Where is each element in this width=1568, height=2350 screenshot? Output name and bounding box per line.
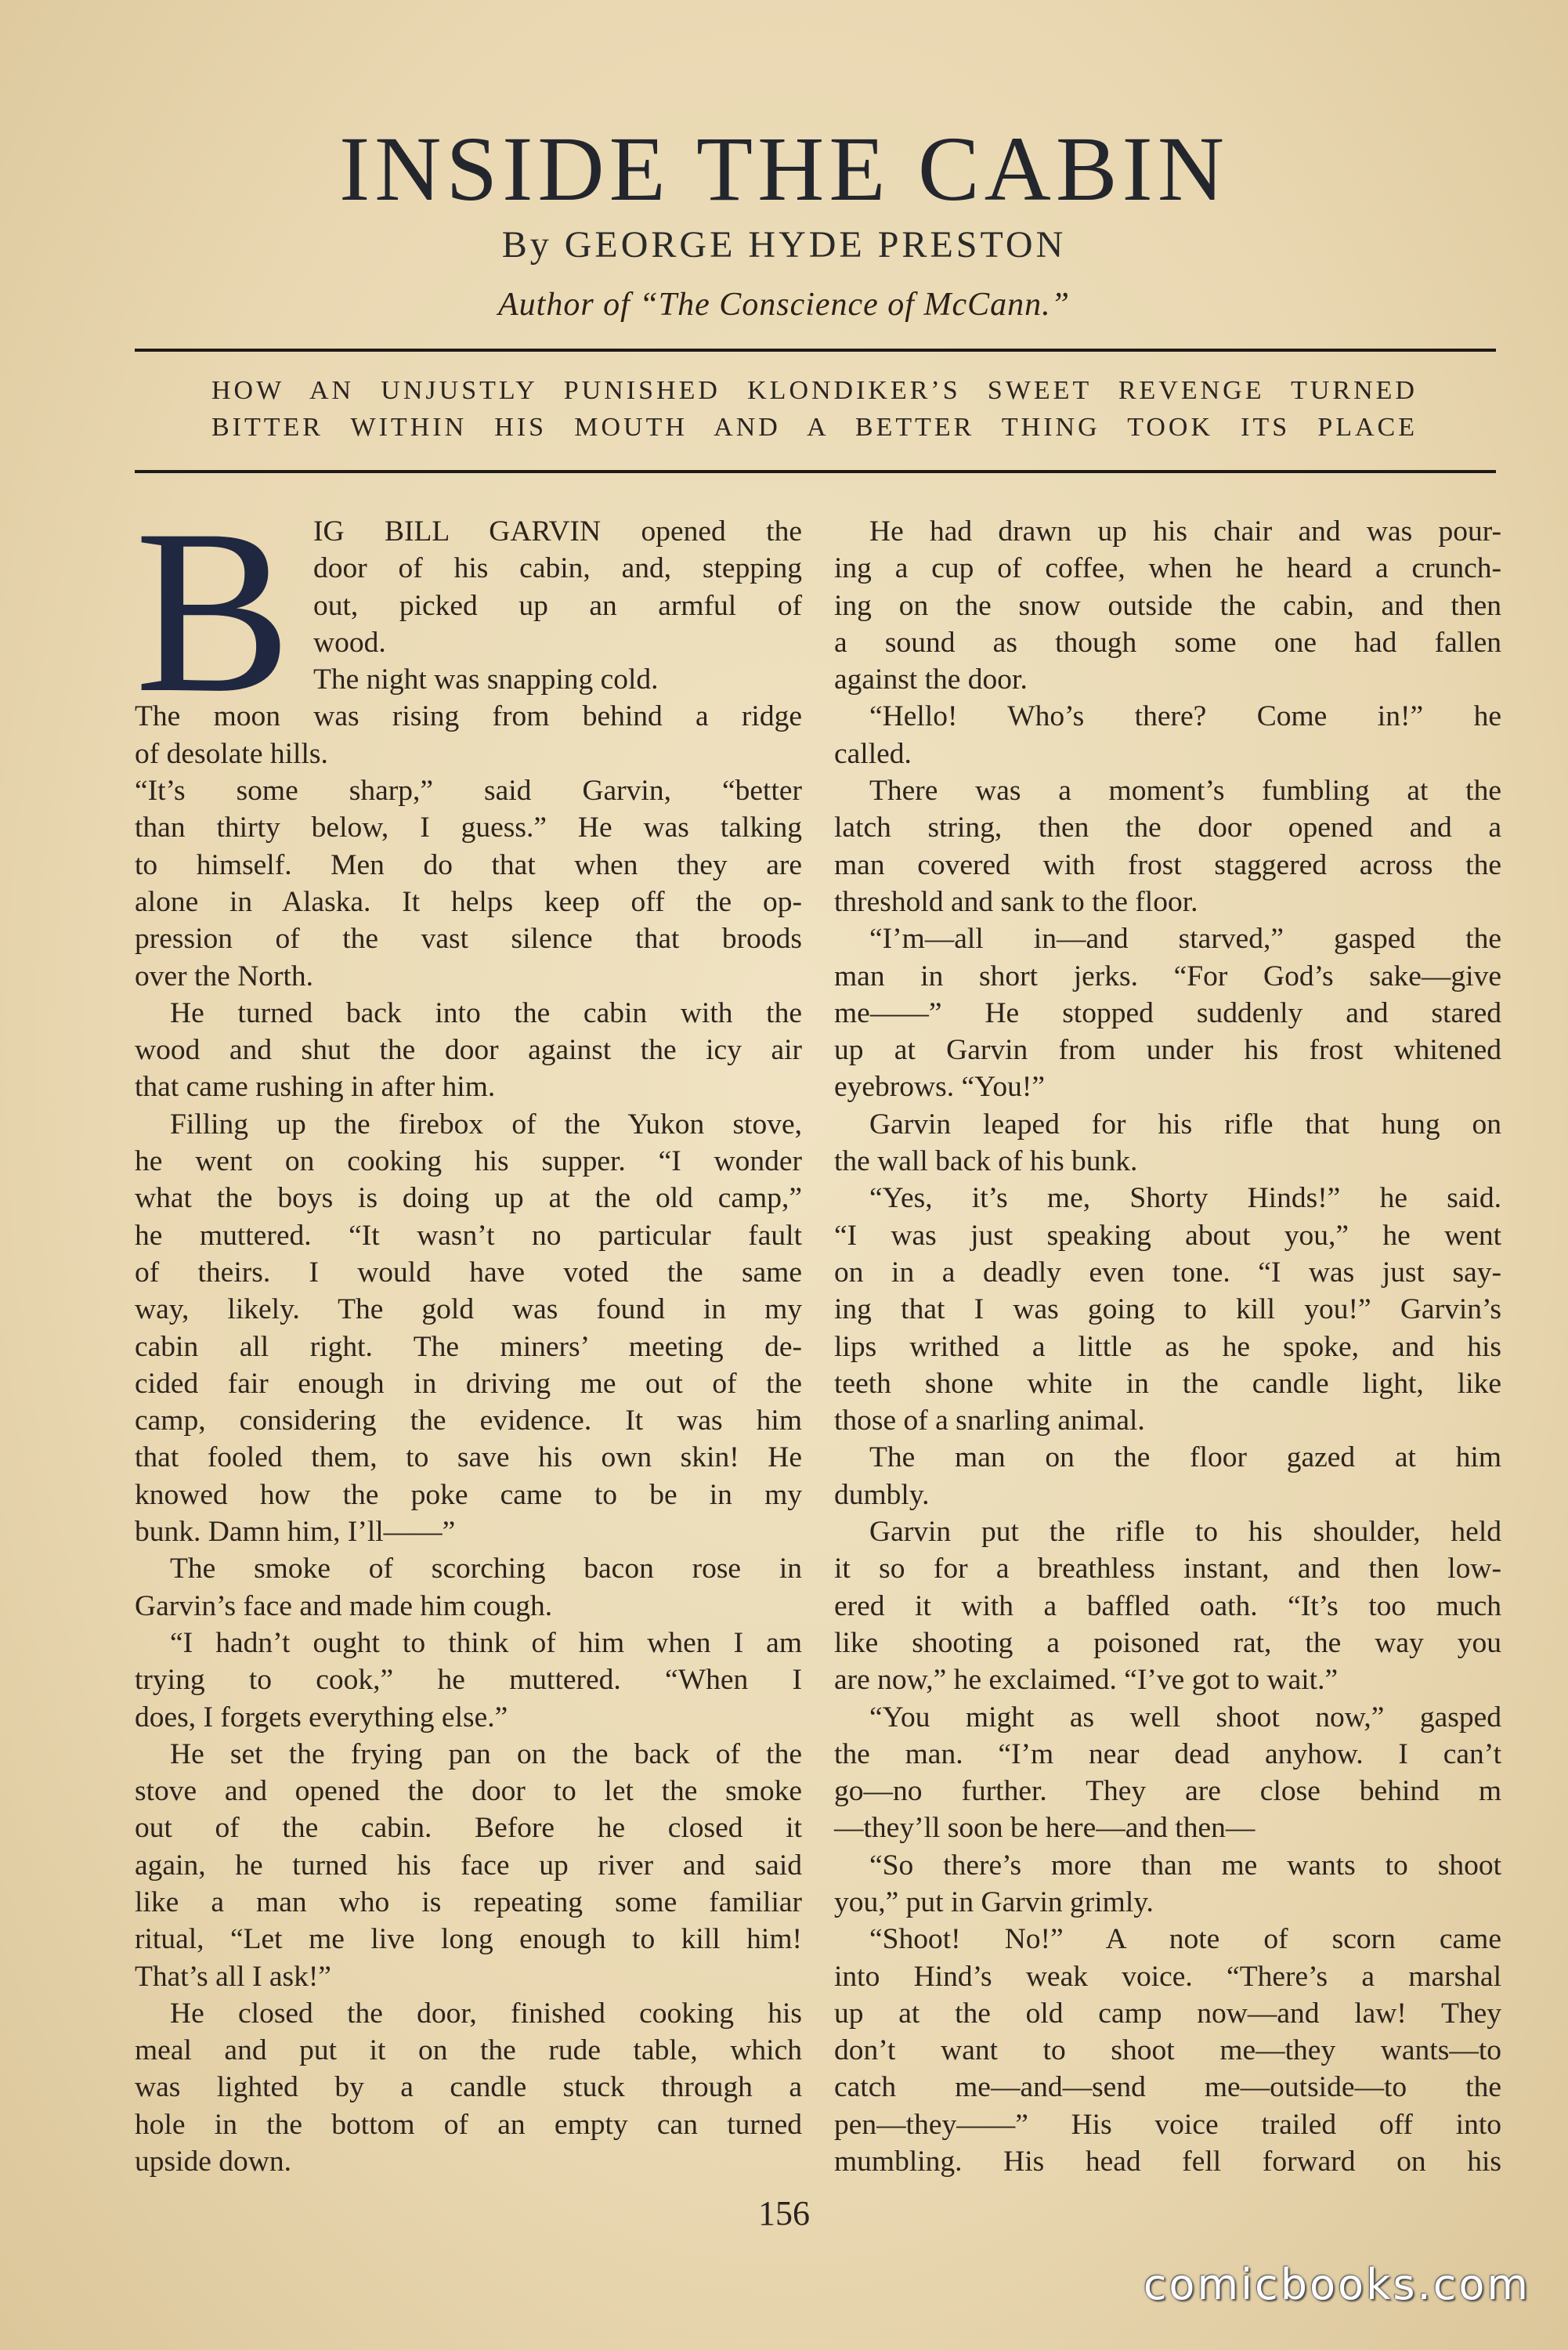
text-line: upside down. [135,2146,291,2178]
text-line: dumbly. [834,1478,930,1511]
text-line: ing a cup of coffee, when he heard a crunch- [834,552,1501,585]
text-line: against the door. [834,663,1028,696]
text-line: The night was snapping cold. [313,663,659,696]
text-line: “I’m—all in—and starved,” gasped the [869,923,1501,956]
text-line: mumbling. His head fell forward on his [834,2146,1501,2178]
text-line: “Hello! Who’s there? Come in!” he [869,700,1501,733]
text-line: go—no further. They are close behind m [834,1775,1501,1808]
text-line: “Yes, it’s me, Shorty Hinds!” he said. [869,1182,1501,1215]
text-line: He turned back into the cabin with the [170,996,802,1029]
text-line: He closed the door, finished cooking his [170,1997,802,2030]
text-line: alone in Alaska. It helps keep off the op- [135,885,802,918]
text-line: Garvin put the rifle to his shoulder, held [869,1516,1501,1549]
text-line: the wall back of his bunk. [834,1145,1138,1178]
watermark-logo: comicbooks.com [1143,2260,1530,2309]
text-line: trying to cook,” he muttered. “When I [135,1664,802,1697]
left-column [135,481,802,2180]
bottom-rule [135,470,1496,473]
text-line: up at the old camp now—and law! They [834,1997,1501,2030]
text-line: ritual, “Let me live long enough to kill him! [135,1923,802,1956]
text-line: lips writhed a little as he spoke, and his [834,1330,1501,1363]
text-line: ing that I was going to kill you!” Garvin’s [834,1293,1501,1326]
text-line: to himself. Men do that when they are [135,848,802,881]
text-line: meal and put it on the rude table, which [135,2034,802,2067]
text-line: “You might as well shoot now,” gasped [869,1701,1501,1734]
text-line: don’t want to shoot me—they wants—to [834,2034,1501,2067]
text-line: over the North. [135,960,314,992]
text-line: called. [834,737,912,770]
text-line: hole in the bottom of an empty can turned [135,2108,802,2141]
text-line: There was a moment’s fumbling at the [869,775,1501,808]
text-line: pression of the vast silence that broods [135,923,802,956]
text-line: ing on the snow outside the cabin, and then [834,589,1501,622]
text-line: Filling up the firebox of the Yukon stove, [170,1108,802,1141]
text-line: wood. [313,626,386,659]
text-line: IG BILL GARVIN opened the [313,515,802,548]
text-line: of desolate hills. [135,737,328,770]
text-line: what the boys is doing up at the old camp,” [135,1182,802,1215]
text-line: —they’ll soon be here—and then— [834,1812,1255,1845]
text-line: the man. “I’m near dead anyhow. I can’t [834,1737,1501,1770]
text-line: “I was just speaking about you,” he went [834,1219,1501,1252]
text-line: latch string, then the door opened and a [834,812,1501,844]
page-number: 156 [758,2194,810,2232]
text-line: it so for a breathless instant, and then low- [834,1553,1501,1585]
text-line: “It’s some sharp,” said Garvin, “better [135,775,802,808]
text-line: “Shoot! No!” A note of scorn came [869,1923,1501,1956]
text-line: me——” He stopped suddenly and stared [834,996,1501,1029]
summary-line: BITTER WITHIN HIS MOUTH AND A BETTER THING TOOK ITS PLACE [211,413,1418,442]
text-line: a sound as though some one had fallen [834,626,1501,659]
text-line: The smoke of scorching bacon rose in [170,1553,802,1585]
summary-line: HOW AN UNJUSTLY PUNISHED KLONDIKER’S SWEET REVENGE TURNED [211,376,1418,405]
text-line: The moon was rising from behind a ridge [135,700,802,733]
author-credit: Author of “The Conscience of McCann.” [498,287,1070,323]
text-line: wood and shut the door against the icy air [135,1034,802,1067]
article-title: INSIDE THE CABIN [338,118,1230,220]
text-line: teeth shone white in the candle light, like [834,1367,1501,1400]
text-line: bunk. Damn him, I’ll——” [135,1516,456,1549]
text-line: are now,” he exclaimed. “I’ve got to wait.” [834,1664,1339,1697]
text-line: cided fair enough in driving me out of the [135,1367,802,1400]
text-line: does, I forgets everything else.” [135,1701,508,1734]
text-line: ered it with a baffled oath. “It’s too much [834,1589,1501,1622]
text-line: of theirs. I would have voted the same [135,1256,802,1289]
text-line: door of his cabin, and, stepping [313,552,802,585]
text-line: catch me—and—send me—outside—to the [834,2071,1501,2104]
text-line: That’s all I ask!” [135,1960,331,1993]
text-line: those of a snarling animal. [834,1405,1145,1437]
text-line: eyebrows. “You!” [834,1071,1046,1104]
text-line: you,” put in Garvin grimly. [834,1885,1154,1918]
text-line: that fooled them, to save his own skin! He [135,1441,802,1474]
text-line: man in short jerks. “For God’s sake—give [834,960,1501,992]
text-line: Garvin’s face and made him cough. [135,1589,553,1622]
right-column [834,513,1501,2180]
text-line: man covered with frost staggered across the [834,848,1501,881]
text-line: he went on cooking his supper. “I wonder [135,1145,802,1178]
top-rule [135,349,1496,352]
text-line: out, picked up an armful of [313,589,802,622]
byline: By GEORGE HYDE PRESTON [501,224,1067,266]
text-line: up at Garvin from under his frost whitened [834,1034,1501,1067]
text-line: was lighted by a candle stuck through a [135,2071,802,2104]
text-line: pen—they——” His voice trailed off into [834,2108,1501,2141]
text-line: The man on the floor gazed at him [869,1441,1501,1474]
text-line: cabin all right. The miners’ meeting de- [135,1330,802,1363]
text-line: than thirty below, I guess.” He was talking [135,812,802,844]
text-line: “I hadn’t ought to think of him when I am [170,1626,802,1659]
article-summary [211,372,1418,446]
text-line: Garvin leaped for his rifle that hung on [869,1108,1501,1141]
text-line: He had drawn up his chair and was pour- [869,515,1501,548]
text-line: stove and opened the door to let the smoke [135,1775,802,1808]
text-line: that came rushing in after him. [135,1071,496,1104]
text-line: like shooting a poisoned rat, the way you [834,1626,1501,1659]
text-line: again, he turned his face up river and said [135,1849,802,1882]
text-line: into Hind’s weak voice. “There’s a marshal [834,1960,1501,1993]
text-line: way, likely. The gold was found in my [135,1293,802,1326]
drop-cap: B [135,481,292,741]
text-line: camp, considering the evidence. It was him [135,1405,802,1437]
text-line: on in a deadly even tone. “I was just say- [834,1256,1501,1289]
text-line: like a man who is repeating some familiar [135,1885,802,1918]
text-line: out of the cabin. Before he closed it [135,1812,802,1845]
text-line: he muttered. “It wasn’t no particular fault [135,1219,802,1252]
text-line: “So there’s more than me wants to shoot [869,1849,1501,1882]
text-line: He set the frying pan on the back of the [170,1737,802,1770]
text-line: knowed how the poke came to be in my [135,1478,802,1511]
text-line: threshold and sank to the floor. [834,885,1198,918]
